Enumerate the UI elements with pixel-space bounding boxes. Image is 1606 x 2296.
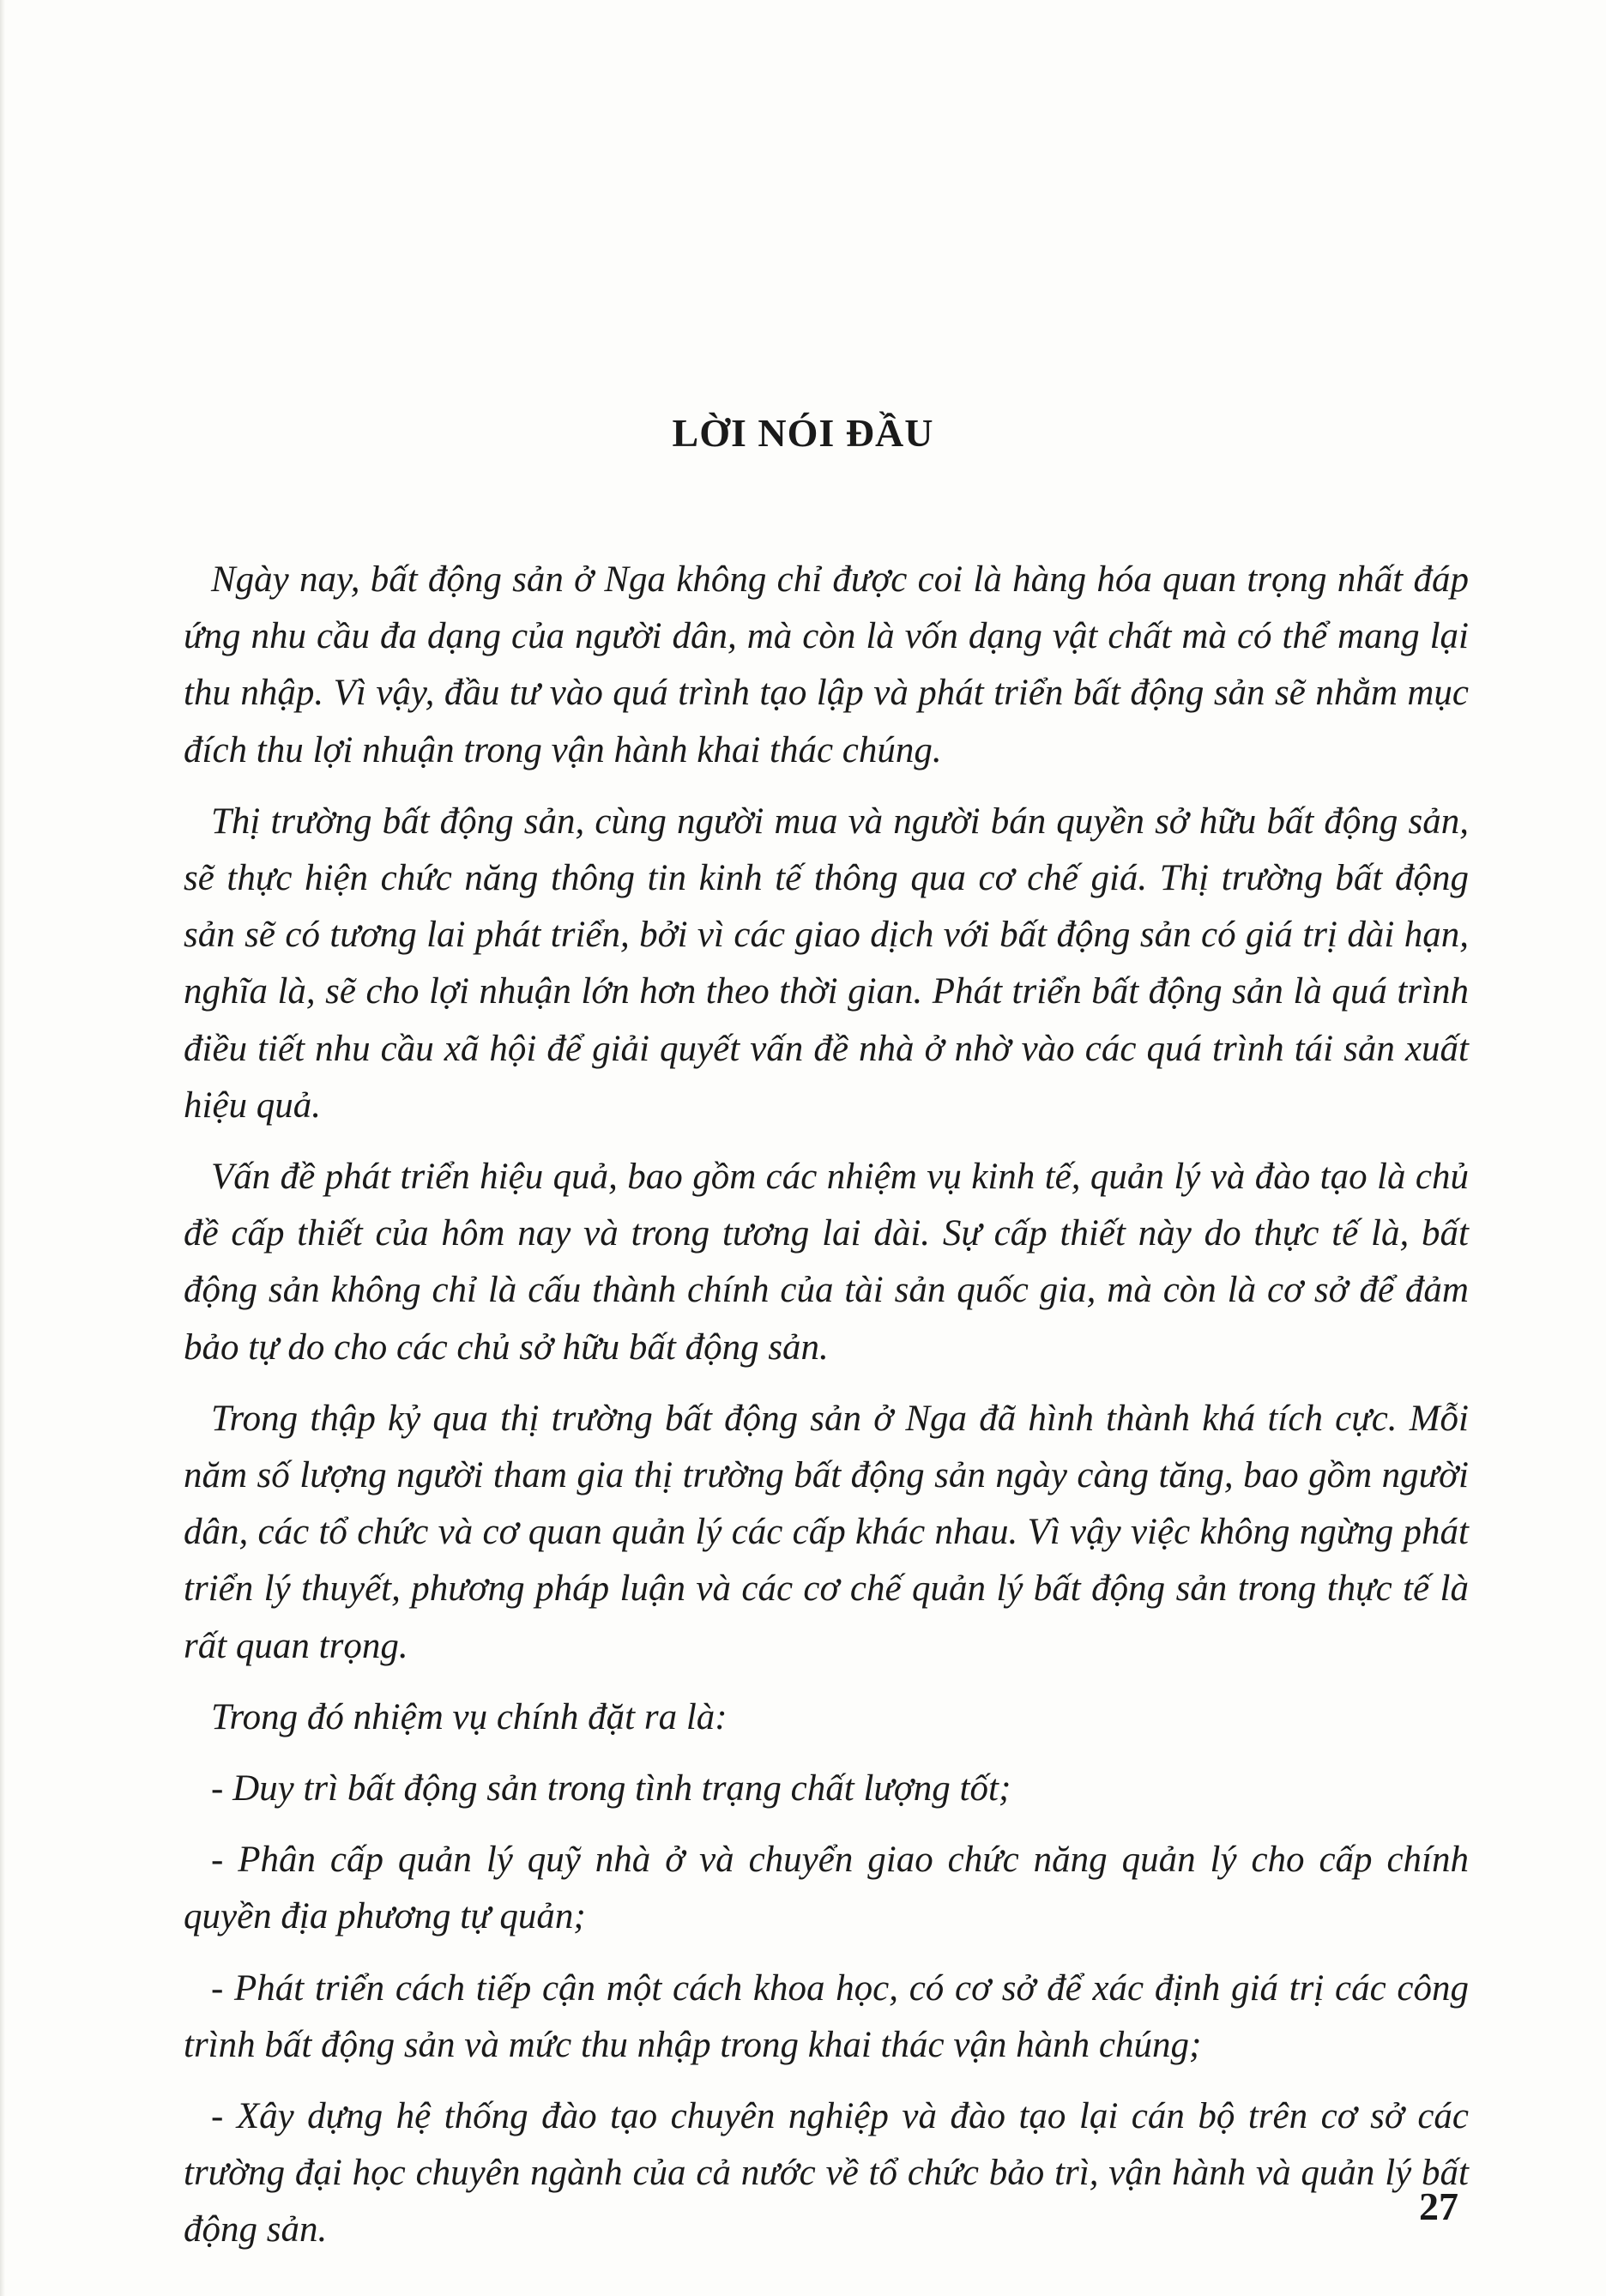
paragraph: Trong thập kỷ qua thị trường bất động sản ở Nga đã hình thành khá tích cực. Mỗi năm số lượng người tham gia thị trường bất động sản ngày càng tăng, bao gồm người dân, các tổ chức và cơ quan quản lý các cấp khác nhau. Vì vậy việc không ngừng phát triển lý thuyết, phương pháp luận và các cơ chế quản lý bất động sản trong thực tế là rất quan trọng. bbox=[184, 1398, 1469, 1666]
paragraph: Thị trường bất động sản, cùng người mua và người bán quyền sở hữu bất động sản, sẽ thực hiện chức năng thông tin kinh tế thông qua cơ chế giá. Thị trường bất động sản sẽ có tương lai phát triển, bởi vì các giao dịch với bất động sản có giá trị dài hạn, nghĩa là, sẽ cho lợi nhuận lớn hơn theo thời gian. Phát triển bất động sản là quá trình điều tiết nhu cầu xã hội để giải quyết vấn đề nhà ở nhờ vào các quá trình tái sản xuất hiệu quả. bbox=[184, 801, 1469, 1126]
page-title: LỜI NÓI ĐẦU bbox=[672, 411, 934, 455]
body-text bbox=[184, 552, 1469, 2274]
page-edge-shadow bbox=[0, 0, 5, 2296]
paragraph: Vấn đề phát triển hiệu quả, bao gồm các nhiệm vụ kinh tế, quản lý và đào tạo là chủ đề cấp thiết của hôm nay và trong tương lai dài. Sự cấp thiết này do thực tế là, bất động sản không chỉ là cấu thành chính của tài sản quốc gia, mà còn là cơ sở để đảm bảo tự do cho các chủ sở hữu bất động sản. bbox=[184, 1157, 1469, 1368]
paragraph: Ngày nay, bất động sản ở Nga không chỉ được coi là hàng hóa quan trọng nhất đáp ứng nhu cầu đa dạng của người dân, mà còn là vốn dạng vật chất mà có thể mang lại thu nhập. Vì vậy, đầu tư vào quá trình tạo lập và phát triển bất động sản sẽ nhằm mục đích thu lợi nhuận trong vận hành khai thác chúng. bbox=[184, 559, 1469, 770]
page-number: 27 bbox=[1419, 2184, 1458, 2228]
list-item: - Duy trì bất động sản trong tình trạng chất lượng tốt; bbox=[211, 1768, 1011, 1810]
list-item: - Xây dựng hệ thống đào tạo chuyên nghiệp và đào tạo lại cán bộ trên cơ sở các trường đại học chuyên ngành của cả nước về tổ chức bảo trì, vận hành và quản lý bất động sản. bbox=[184, 2096, 1469, 2251]
list-item: - Phát triển cách tiếp cận một cách khoa học, có cơ sở để xác định giá trị các công trình bất động sản và mức thu nhập trong khai thác vận hành chúng; bbox=[184, 1967, 1469, 2065]
task-list bbox=[184, 1761, 1469, 2259]
list-item: - Phân cấp quản lý quỹ nhà ở và chuyển giao chức năng quản lý cho cấp chính quyền địa phương tự quản; bbox=[184, 1840, 1469, 1937]
paragraph: Trong đó nhiệm vụ chính đặt ra là: bbox=[211, 1696, 728, 1737]
